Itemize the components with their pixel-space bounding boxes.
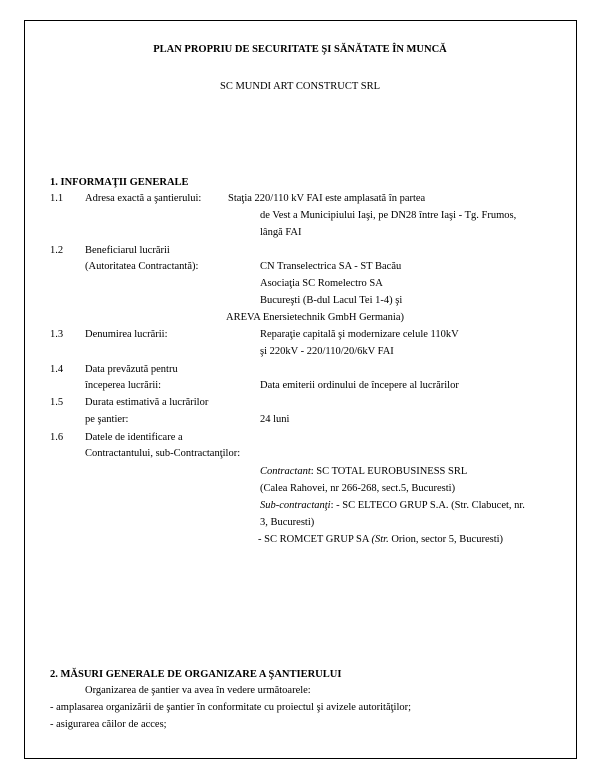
item-value: Reparaţie capitală şi modernizare celule 110kV: [260, 329, 459, 340]
item-number: 1.6: [50, 432, 64, 443]
contractor-label: Contractant: [260, 466, 311, 477]
subcontractor2-pre: - SC ROMCET GRUP SA: [258, 534, 372, 545]
item-label: Datele de identificare a: [85, 432, 183, 443]
section2-intro: Organizarea de şantier va avea în vedere următoarele:: [85, 685, 311, 696]
item-value: Staţia 220/110 kV FAI este amplasată în partea: [228, 193, 426, 204]
item-value: Data emiterii ordinului de începere al lucrărilor: [260, 380, 459, 391]
item-number: 1.3: [50, 329, 64, 340]
section2-heading: 2. MĂSURI GENERALE DE ORGANIZARE A ŞANTIERULUI: [50, 669, 342, 680]
subcontractor-value-cont: 3, Bucuresti): [260, 517, 315, 528]
item-value: CN Transelectrica SA - ST Bacău: [260, 261, 402, 272]
item-label: pe şantier:: [85, 414, 129, 425]
item-number: 1.1: [50, 193, 64, 204]
subcontractor-line: [260, 499, 525, 512]
section1-heading: 1. INFORMAŢII GENERALE: [50, 177, 189, 188]
document-title: PLAN PROPRIU DE SECURITATE ŞI SĂNĂTATE ÎN MUNCĂ: [153, 44, 447, 55]
company-name: SC MUNDI ART CONSTRUCT SRL: [219, 81, 381, 92]
item-value: lângă FAI: [260, 227, 302, 238]
subcontractor2-post: Orion, sector 5, Bucuresti): [388, 534, 504, 545]
subcontractor-label: Sub-contractanţi: [260, 500, 331, 511]
list-item: - asigurarea căilor de acces;: [50, 719, 167, 730]
item-value: Asociaţia SC Romelectro SA: [260, 278, 383, 289]
item-label: Beneficiarul lucrării: [85, 245, 170, 256]
item-label: Durata estimativă a lucrărilor: [85, 397, 209, 408]
list-item: - amplasarea organizării de şantier în conformitate cu proiectul şi avizele autorităţilor;: [50, 702, 412, 713]
item-label: Denumirea lucrării:: [85, 329, 168, 340]
item-label: Data prevăzută pentru: [85, 364, 178, 375]
item-label: (Autoritatea Contractantă):: [85, 261, 199, 272]
subcontractor-value: : - SC ELTECO GRUP S.A. (Str. Clabucet, nr.: [330, 500, 525, 511]
item-value: de Vest a Municipiului Iaşi, pe DN28 între Iaşi - Tg. Frumos,: [260, 210, 517, 221]
subcontractor2-str: (Str.: [371, 534, 389, 545]
contractor-value: : SC TOTAL EUROBUSINESS SRL: [310, 466, 468, 477]
item-label: Adresa exactă a şantierului:: [85, 193, 202, 204]
item-label: Contractantului, sub-Contractanţilor:: [85, 448, 241, 459]
subcontractor2-line: [258, 533, 503, 546]
item-value: AREVA Enersietechnik GmbH Germania): [226, 312, 404, 323]
item-number: 1.2: [50, 245, 64, 256]
item-label: începerea lucrării:: [85, 380, 162, 391]
item-value: şi 220kV - 220/110/20/6kV FAI: [260, 346, 394, 357]
item-number: 1.4: [50, 364, 64, 375]
item-number: 1.5: [50, 397, 64, 408]
item-value: 24 luni: [260, 414, 290, 425]
contractor-address: (Calea Rahovei, nr 266-268, sect.5, Bucuresti): [260, 483, 456, 494]
item-value: Bucureşti (B-dul Lacul Tei 1-4) şi: [260, 295, 403, 306]
contractor-line: [260, 465, 467, 478]
